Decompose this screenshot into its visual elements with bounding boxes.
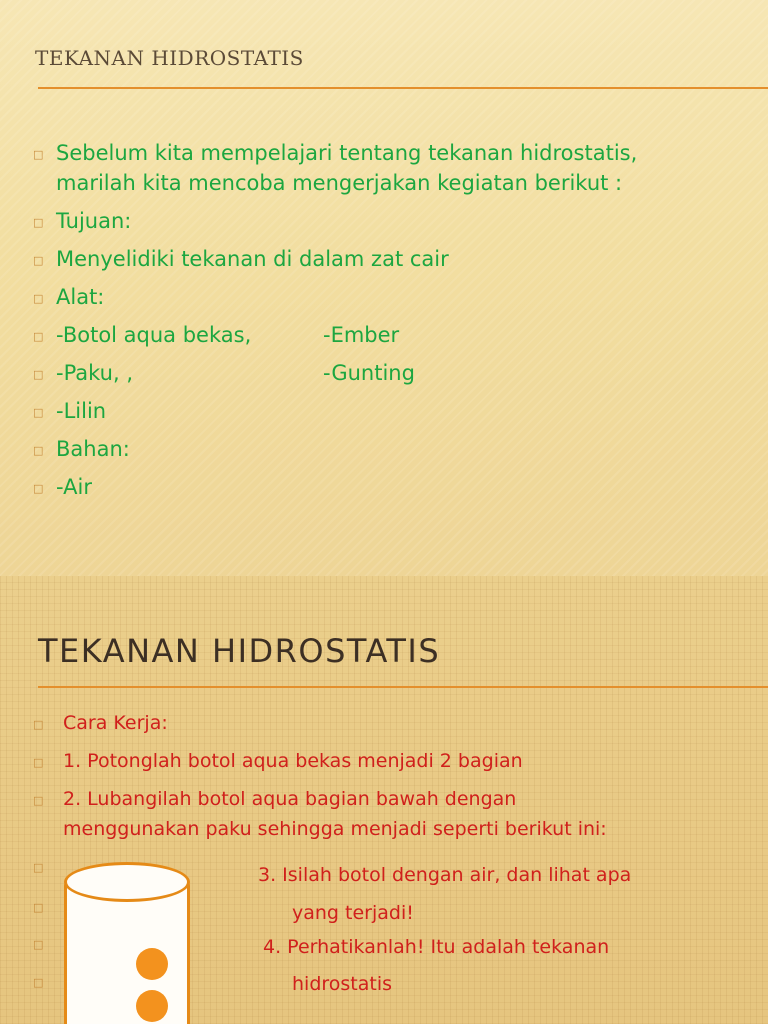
bullet-icon: □ <box>33 444 44 457</box>
list-item <box>33 138 753 198</box>
bullet-text: -Gunting <box>323 361 415 385</box>
bullet-icon: □ <box>33 794 44 807</box>
bullet-icon: □ <box>33 406 44 419</box>
list-item <box>33 244 753 274</box>
list-item <box>33 282 753 312</box>
bullet-icon: □ <box>33 718 44 731</box>
bullet-text: Menyelidiki tekanan di dalam zat cair <box>56 247 449 271</box>
list-item <box>33 206 753 236</box>
title-underline <box>38 686 768 688</box>
bullet-icon: □ <box>33 901 44 914</box>
bullet-icon: □ <box>33 148 44 161</box>
slide-2-title: TEKANAN HIDROSTATIS <box>38 632 441 670</box>
title-underline <box>38 87 768 89</box>
bullet-text: -Air <box>56 475 92 499</box>
step-4-text: 4. Perhatikanlah! Itu adalah tekanan <box>263 936 610 958</box>
list-item <box>33 396 753 426</box>
bullet-icon: □ <box>33 482 44 495</box>
bullet-icon: □ <box>33 292 44 305</box>
step-2-text-cont: menggunakan paku sehingga menjadi seperti berikut ini: <box>63 818 607 840</box>
step-3-text-cont: yang terjadi! <box>292 902 414 924</box>
list-item <box>33 434 753 464</box>
bullet-text: Tujuan: <box>56 209 132 233</box>
list-item <box>33 358 753 388</box>
step-4-text-cont: hidrostatis <box>292 973 393 995</box>
bottle-hole <box>136 948 168 980</box>
bullet-icon: □ <box>33 861 44 874</box>
bottle-hole <box>136 990 168 1022</box>
bullet-icon: □ <box>33 254 44 267</box>
bullet-icon: □ <box>33 976 44 989</box>
bottle-illustration <box>62 862 190 1024</box>
step-3-text: 3. Isilah botol dengan air, dan lihat apa <box>258 864 632 886</box>
bullet-text: -Botol aqua bekas, <box>56 323 252 347</box>
bullet-icon: □ <box>33 938 44 951</box>
bullet-icon: □ <box>33 216 44 229</box>
slide-1-bullet-list <box>33 138 753 510</box>
bullet-text: Sebelum kita mempelajari tentang tekanan hidrostatis, marilah kita mencoba mengerjakan kegiatan berikut : <box>56 141 638 195</box>
list-item <box>33 320 753 350</box>
bullet-icon: □ <box>33 756 44 769</box>
bottle-opening <box>64 862 190 902</box>
bullet-text: Bahan: <box>56 437 130 461</box>
list-item <box>33 472 753 502</box>
step-heading: Cara Kerja: <box>63 712 168 734</box>
slide-1-title: TEKANAN HIDROSTATIS <box>35 46 304 70</box>
step-2-text: 2. Lubangilah botol aqua bagian bawah dengan <box>63 788 517 810</box>
bullet-icon: □ <box>33 330 44 343</box>
step-1-text: 1. Potonglah botol aqua bekas menjadi 2 bagian <box>63 750 523 772</box>
bullet-text: -Paku, , <box>56 361 134 385</box>
slide-2 <box>0 576 768 1024</box>
bullet-text: -Lilin <box>56 399 107 423</box>
bullet-icon: □ <box>33 368 44 381</box>
bullet-text: Alat: <box>56 285 105 309</box>
bullet-text: -Ember <box>323 323 400 347</box>
